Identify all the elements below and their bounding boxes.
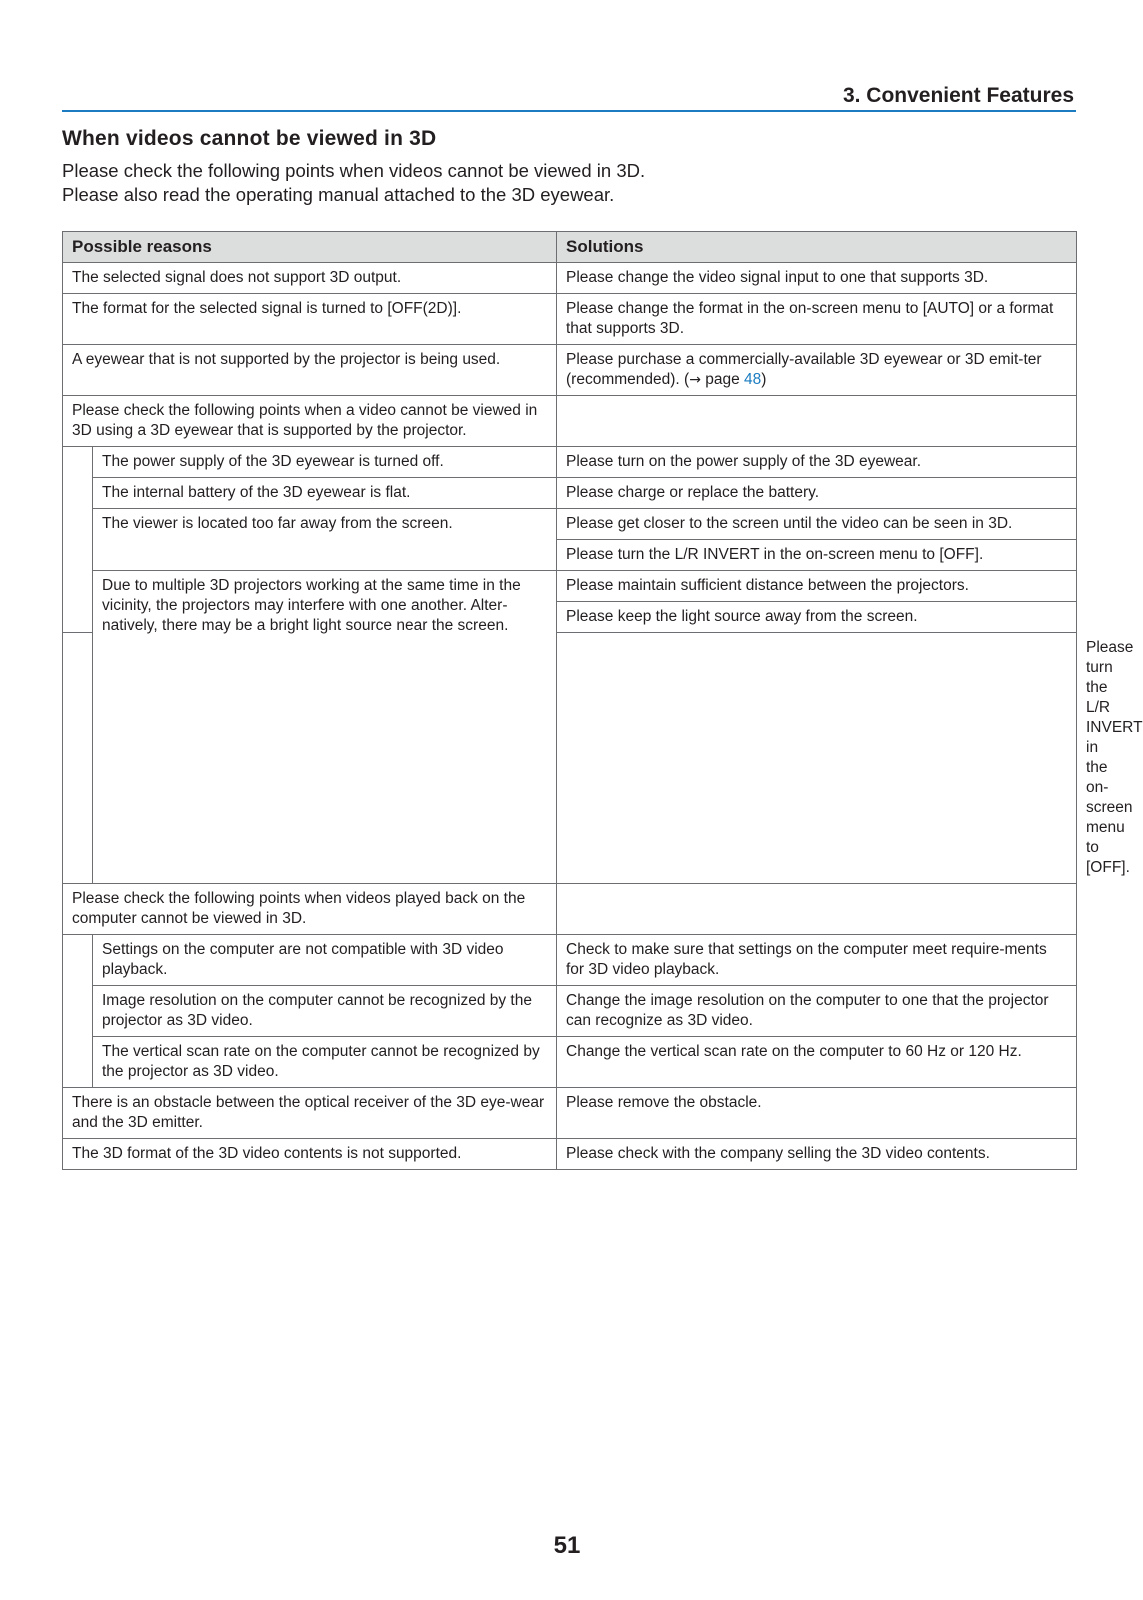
reason-cell: The vertical scan rate on the computer cannot be recognized by the projector as 3D video. bbox=[93, 1037, 557, 1088]
table-header-row bbox=[63, 232, 1077, 263]
reason-cell: The internal battery of the 3D eyewear is flat. bbox=[93, 478, 557, 509]
table-row bbox=[63, 986, 1077, 1037]
reason-cell: There is an obstacle between the optical receiver of the 3D eye-wear and the 3D emitter. bbox=[63, 1088, 557, 1139]
group-heading-row bbox=[63, 884, 1077, 935]
intro-line: Please check the following points when videos cannot be viewed in 3D. bbox=[62, 160, 646, 181]
table-row bbox=[63, 345, 1077, 396]
table-row bbox=[63, 1139, 1077, 1170]
table-row bbox=[63, 294, 1077, 345]
solution-cell: Please charge or replace the battery. bbox=[557, 478, 1077, 509]
solution-cell: Please get closer to the screen until the video can be seen in 3D. bbox=[557, 509, 1077, 540]
page-ref-close: ) bbox=[761, 371, 767, 388]
solution-cell: Please remove the obstacle. bbox=[557, 1088, 1077, 1139]
page-ref-prefix: page bbox=[700, 371, 745, 388]
solution-cell: Please change the video signal input to one that supports 3D. bbox=[557, 263, 1077, 294]
header-rule bbox=[62, 110, 1076, 112]
header-reasons: Possible reasons bbox=[63, 232, 557, 263]
intro-line: Please also read the operating manual attached to the 3D eyewear. bbox=[62, 184, 615, 205]
solution-cell: Please keep the light source away from the screen. bbox=[557, 602, 1077, 633]
solution-cell: Please change the format in the on-screen menu to [AUTO] or a format that supports 3D. bbox=[557, 294, 1077, 345]
group-heading-row bbox=[63, 396, 1077, 447]
empty-solution-cell bbox=[557, 396, 1077, 447]
reason-cell: The viewer is located too far away from the screen. bbox=[93, 509, 557, 571]
table-row bbox=[63, 571, 1077, 602]
reason-cell: Image resolution on the computer cannot be recognized by the projector as 3D video. bbox=[93, 986, 557, 1037]
header-solutions: Solutions bbox=[557, 232, 1077, 263]
chapter-title: 3. Convenient Features bbox=[842, 84, 1074, 107]
intro-text bbox=[62, 159, 962, 207]
solution-cell: Change the vertical scan rate on the computer to 60 Hz or 120 Hz. bbox=[557, 1037, 1077, 1088]
solution-cell: Change the image resolution on the computer to one that the projector can recognize as 3D video. bbox=[557, 986, 1077, 1037]
indent-cell bbox=[63, 633, 93, 884]
page-number: 51 bbox=[553, 1532, 581, 1559]
solution-cell: Please turn on the power supply of the 3D eyewear. bbox=[557, 447, 1077, 478]
solution-cell: Please check with the company selling the 3D video contents. bbox=[557, 1139, 1077, 1170]
solution-cell bbox=[557, 345, 1077, 396]
group-heading-cell: Please check the following points when videos played back on the computer cannot be viewed in 3D. bbox=[63, 884, 557, 935]
reason-cell: A eyewear that is not supported by the projector is being used. bbox=[63, 345, 557, 396]
table-row: Please turn the L/R INVERT in the on-screen menu to [OFF]. bbox=[63, 633, 1077, 884]
solution-cell: Please maintain sufficient distance between the projectors. bbox=[557, 571, 1077, 602]
table-row bbox=[63, 447, 1077, 478]
table-row bbox=[63, 478, 1077, 509]
page-48-link[interactable]: 48 bbox=[744, 371, 762, 388]
group-heading-cell: Please check the following points when a video cannot be viewed in 3D using a 3D eyewear that is supported by the projector. bbox=[63, 396, 557, 447]
section-title: When videos cannot be viewed in 3D bbox=[62, 127, 437, 150]
reason-cell: The format for the selected signal is turned to [OFF(2D)]. bbox=[63, 294, 557, 345]
solution-text: Please purchase a commercially-available 3D eyewear or 3D emit-ter (recommended). ( bbox=[566, 351, 1042, 388]
reason-cell-continued bbox=[557, 633, 1077, 884]
table-row bbox=[63, 509, 1077, 540]
table-row bbox=[63, 935, 1077, 986]
reason-cell: The selected signal does not support 3D output. bbox=[63, 263, 557, 294]
indent-cell bbox=[63, 447, 93, 633]
arrow-right-icon: → bbox=[689, 372, 701, 388]
table-row bbox=[63, 1088, 1077, 1139]
reason-cell: The power supply of the 3D eyewear is turned off. bbox=[93, 447, 557, 478]
table-row bbox=[63, 263, 1077, 294]
reason-cell: Due to multiple 3D projectors working at the same time in the vicinity, the projectors may interfere with one another. Alter-natively, there may be a bright light source near the screen. bbox=[93, 571, 557, 884]
table-row bbox=[63, 1037, 1077, 1088]
troubleshooting-table bbox=[62, 231, 1143, 1170]
indent-cell bbox=[63, 935, 93, 1088]
reason-cell: The 3D format of the 3D video contents is not supported. bbox=[63, 1139, 557, 1170]
empty-solution-cell bbox=[557, 884, 1077, 935]
reason-cell: Settings on the computer are not compatible with 3D video playback. bbox=[93, 935, 557, 986]
solution-cell: Please turn the L/R INVERT in the on-screen menu to [OFF]. bbox=[557, 540, 1077, 571]
solution-cell: Check to make sure that settings on the computer meet require-ments for 3D video playback. bbox=[557, 935, 1077, 986]
